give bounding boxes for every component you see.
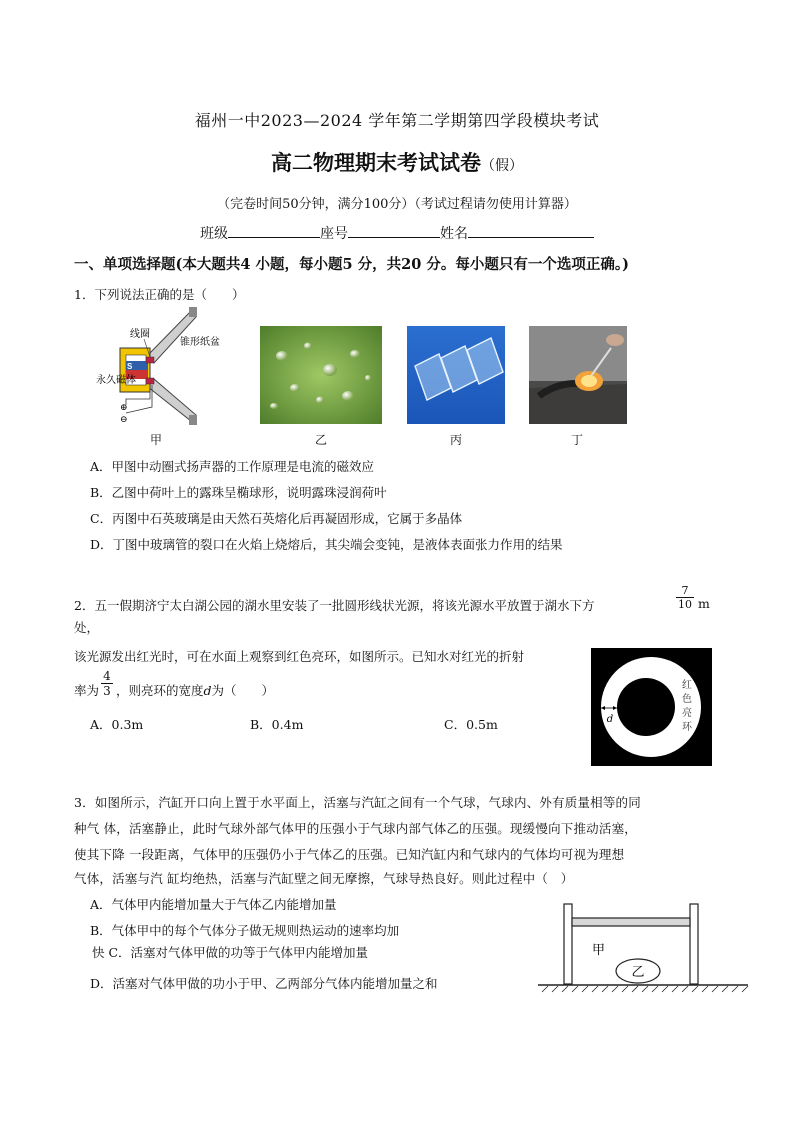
magnet-label: 永久磁体 bbox=[96, 375, 136, 386]
q2-stem-line3b bbox=[116, 681, 274, 699]
q1-option-c[interactable]: C．丙图中石英玻璃是由天然石英熔化后再凝固形成，它属于多晶体 bbox=[90, 511, 463, 526]
q3-option-b[interactable]: B．气体甲中的每个气体分子做无规则热运动的速率均加 bbox=[90, 923, 400, 938]
fig-label-jia: 甲 bbox=[149, 433, 162, 447]
section-heading: 一、单项选择题(本大题共4 小题，每小题5 分，共20 分。每小题只有一个选项正确。) bbox=[74, 256, 629, 273]
glass-tube-flame-photo bbox=[529, 326, 627, 424]
q3-option-d[interactable]: D．活塞对气体甲做的功小于甲、乙两部分气体内能增加量之和 bbox=[90, 976, 438, 991]
coil-label: 线圈 bbox=[130, 329, 150, 340]
cone-label: 锥形纸盆 bbox=[180, 337, 220, 348]
q1-option-d[interactable]: D．丁图中玻璃管的裂口在火焰上烧熔后，其尖端会变钝，是液体表面张力作用的结果 bbox=[90, 537, 563, 552]
q2-depth-numerator: 7 bbox=[676, 584, 694, 598]
q2-depth-denominator: 10 bbox=[678, 598, 692, 611]
s-pole-label: S bbox=[127, 362, 133, 371]
fig-label-yi: 乙 bbox=[314, 433, 327, 447]
ring-text-1: 红 bbox=[682, 680, 692, 691]
q3-line2: 种气 体，活塞静止，此时气球外部气体甲的压强小于气球内部气体乙的压强。现缓慢向下推动活塞， bbox=[74, 821, 637, 836]
class-field[interactable] bbox=[228, 223, 320, 238]
q1-option-a[interactable]: A．甲图中动圈式扬声器的工作原理是电流的磁效应 bbox=[90, 459, 375, 474]
exam-title-main: 高二物理期末考试试卷 bbox=[271, 150, 481, 175]
red-ring-figure bbox=[591, 648, 712, 766]
fig-label-ding: 丁 bbox=[570, 433, 583, 447]
exam-title bbox=[0, 147, 794, 177]
q2-var-d: d bbox=[203, 683, 212, 698]
name-field[interactable] bbox=[468, 223, 594, 238]
ring-width-label: d bbox=[606, 714, 614, 725]
student-fields bbox=[0, 223, 794, 243]
q3-line3: 使其下降 一段距离，气体甲的压强仍小于气体乙的压强。已知汽缸内和气球内的气体均可视为理想 bbox=[74, 847, 625, 862]
fig-label-bing: 丙 bbox=[449, 433, 462, 447]
q2-stem-line2: 该光源发出红光时，可在水面上观察到红色亮环，如图所示。已知水对红光的折射 bbox=[74, 649, 525, 664]
q3-option-b-cont-c[interactable]: 快 C．活塞对气体甲做的功等于气体甲内能增加量 bbox=[92, 945, 369, 960]
q2-unit: m bbox=[698, 596, 710, 611]
minus-terminal: ⊖ bbox=[120, 415, 128, 425]
ring-text-3: 亮 bbox=[682, 708, 692, 719]
q2-stem-line1: 2．五一假期济宁太白湖公园的湖水里安装了一批圆形线状光源，将该光源水平放置于湖水下方 bbox=[74, 598, 595, 613]
q3-line4: 气体，活塞与汽 缸均绝热，活塞与汽缸壁之间无摩擦，气球导热良好。则此过程中（ ） bbox=[74, 871, 574, 886]
q2-option-a[interactable]: A．0.3m bbox=[90, 717, 144, 732]
cylinder-figure bbox=[538, 902, 750, 994]
q3-line1: 3．如图所示，汽缸开口向上置于水平面上，活塞与汽缸之间有一个气球，气球内、外有质量相等的同 bbox=[74, 795, 641, 810]
q2-depth-fraction bbox=[676, 584, 694, 611]
q2-refractive-index bbox=[101, 669, 113, 698]
seat-field[interactable] bbox=[348, 223, 440, 238]
q2-stem-line3b-text: ，则亮环的宽度 bbox=[116, 683, 204, 698]
speaker-diagram bbox=[96, 303, 236, 431]
plus-terminal: ⊕ bbox=[120, 403, 128, 413]
q2-stem-line1b: 处， bbox=[74, 620, 100, 635]
quartz-glass-photo bbox=[407, 326, 505, 424]
exam-title-suffix: （假） bbox=[481, 158, 523, 174]
q1-option-b[interactable]: B．乙图中荷叶上的露珠呈椭球形，说明露珠浸润荷叶 bbox=[90, 485, 387, 500]
q2-n-numerator: 4 bbox=[101, 669, 113, 684]
ring-text-2: 色 bbox=[682, 694, 692, 705]
q3-option-a[interactable]: A．气体甲内能增加量大于气体乙内能增加量 bbox=[90, 897, 337, 912]
q2-option-b[interactable]: B．0.4m bbox=[250, 717, 304, 732]
q2-n-denominator: 3 bbox=[103, 684, 111, 698]
q2-option-c[interactable]: C．0.5m bbox=[444, 717, 498, 732]
q2-stem-line3a: 率为 bbox=[74, 683, 100, 698]
balloon-label-yi: 乙 bbox=[631, 965, 645, 980]
class-label: 班级 bbox=[200, 226, 228, 242]
school-line: 福州一中2023—2024 学年第二学期第四学段模块考试 bbox=[194, 111, 600, 130]
gas-label-jia: 甲 bbox=[592, 943, 606, 958]
ring-text-4: 环 bbox=[682, 722, 692, 733]
name-label: 姓名 bbox=[440, 226, 468, 242]
q1-stem: 1．下列说法正确的是（ ） bbox=[74, 287, 245, 302]
seat-label: 座号 bbox=[320, 226, 348, 242]
q2-stem-line3c: 为（ ） bbox=[211, 683, 275, 698]
lotus-leaf-photo bbox=[260, 326, 382, 424]
exam-info: （完卷时间50分钟，满分100分）（考试过程请勿使用计算器） bbox=[217, 197, 577, 212]
